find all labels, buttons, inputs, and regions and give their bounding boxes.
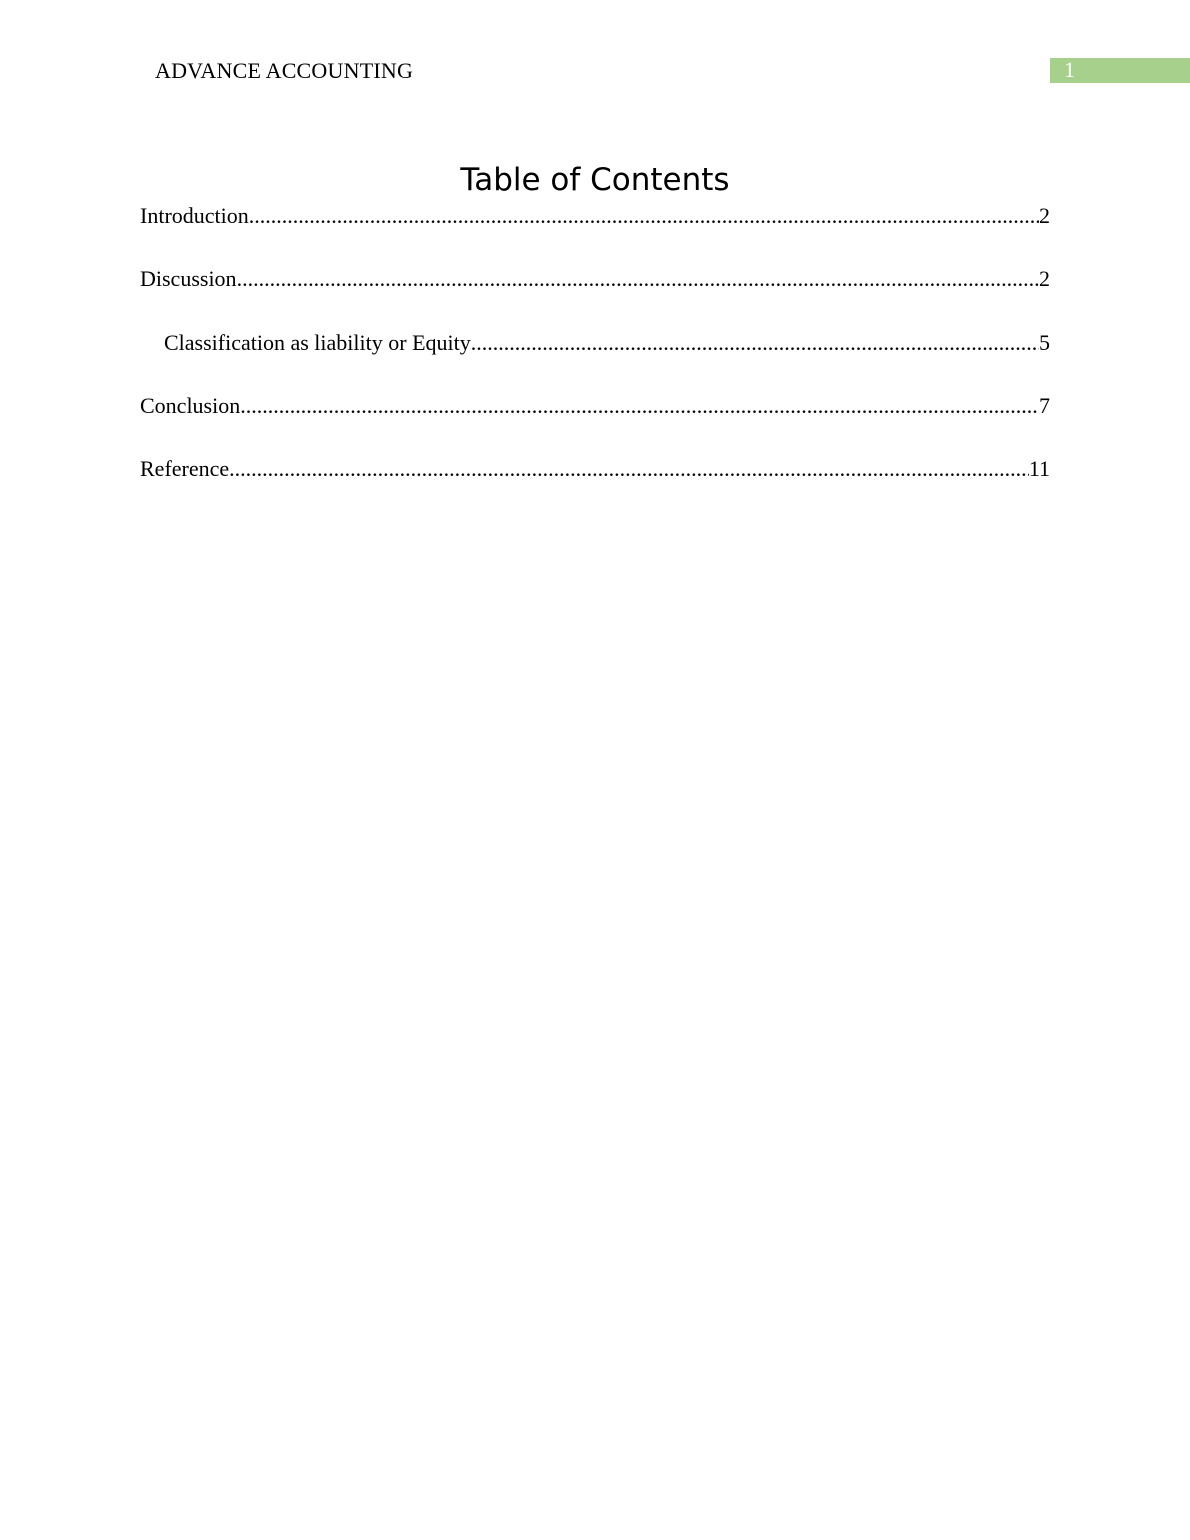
toc-entry-label: Classification as liability or Equity bbox=[164, 330, 471, 355]
page-number: 1 bbox=[1064, 57, 1075, 82]
toc-entry-label: Discussion bbox=[140, 266, 237, 291]
toc-dot-leader bbox=[249, 200, 1039, 232]
toc-entry-page: 2 bbox=[1039, 203, 1050, 228]
toc-entry-classification[interactable] bbox=[164, 327, 1050, 359]
page-number-badge bbox=[1050, 58, 1190, 83]
toc-entry-introduction[interactable] bbox=[140, 200, 1050, 232]
toc-entry-label: Conclusion bbox=[140, 393, 241, 418]
toc-entry-page: 11 bbox=[1028, 456, 1050, 481]
toc-dot-leader bbox=[237, 263, 1039, 295]
toc-heading: Table of Contents bbox=[460, 162, 730, 198]
toc-entry-label: Introduction bbox=[140, 203, 249, 228]
running-header-title: ADVANCE ACCOUNTING bbox=[155, 58, 414, 83]
toc-dot-leader bbox=[229, 453, 1029, 485]
toc-entry-page: 5 bbox=[1039, 330, 1050, 355]
toc-dot-leader bbox=[471, 327, 1039, 359]
toc-entry-page: 2 bbox=[1039, 266, 1050, 291]
toc-entry-reference[interactable] bbox=[140, 453, 1050, 485]
toc-dot-leader bbox=[240, 390, 1039, 422]
toc-entry-page: 7 bbox=[1039, 393, 1050, 418]
toc-entry-discussion[interactable] bbox=[140, 263, 1050, 295]
toc-entry-label: Reference bbox=[140, 456, 230, 481]
toc-entry-conclusion[interactable] bbox=[140, 390, 1050, 422]
